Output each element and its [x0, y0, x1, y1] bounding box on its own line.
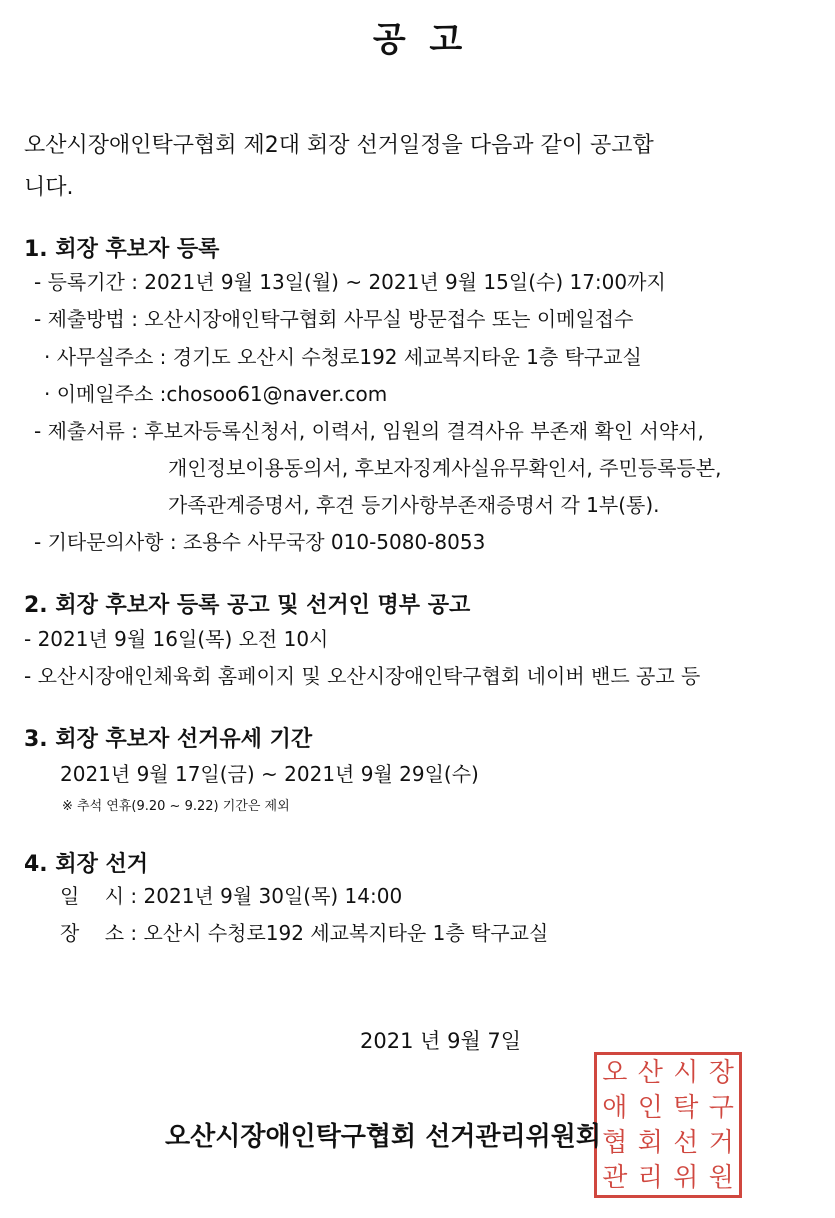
section3-heading: 3. 회장 후보자 선거유세 기간	[24, 727, 313, 752]
documents-line-3: 가족관계증명서, 후견 등기사항부존재증명서 각 1부(통).	[168, 493, 660, 517]
intro-line-2: 니다.	[24, 175, 74, 200]
email-address: · 이메일주소 :chosoo61@naver.com	[44, 382, 388, 406]
election-datetime: 일 시 : 2021년 9월 30일(목) 14:00	[60, 884, 403, 908]
issuer-name: 오산시장애인탁구협회 선거관리위원회	[165, 1122, 602, 1152]
documents-line-2: 개인정보이용동의서, 후보자징계사실유무확인서, 주민등록등본,	[168, 456, 722, 480]
holiday-note: ※ 추석 연휴(9.20 ~ 9.22) 기간은 제외	[62, 799, 290, 814]
registration-period: - 등록기간 : 2021년 9월 13일(월) ~ 2021년 9월 15일(수) 17:00까지	[34, 270, 666, 294]
section2-heading: 2. 회장 후보자 등록 공고 및 선거인 명부 공고	[24, 593, 471, 618]
submission-method: - 제출방법 : 오산시장애인탁구협회 사무실 방문접수 또는 이메일접수	[34, 307, 634, 331]
campaign-period: 2021년 9월 17일(금) ~ 2021년 9월 29일(수)	[60, 762, 479, 786]
documents-line-1: - 제출서류 : 후보자등록신청서, 이력서, 임원의 결격사유 부존재 확인 서약서,	[34, 419, 704, 443]
announcement-date: - 2021년 9월 16일(목) 오전 10시	[24, 627, 329, 651]
section4-heading: 4. 회장 선거	[24, 852, 148, 877]
section1-heading: 1. 회장 후보자 등록	[24, 237, 220, 262]
intro-line-1: 오산시장애인탁구협회 제2대 회장 선거일정을 다음과 같이 공고합	[24, 133, 654, 158]
announcement-where: - 오산시장애인체육회 홈페이지 및 오산시장애인탁구협회 네이버 밴드 공고 등	[24, 664, 701, 688]
office-address: · 사무실주소 : 경기도 오산시 수청로192 세교복지타운 1층 탁구교실	[44, 345, 642, 369]
official-seal: 오 산 시 장 애 인 탁 구 협 회 선 거 관 리 위 원	[594, 1052, 742, 1198]
election-place: 장 소 : 오산시 수청로192 세교복지타운 1층 탁구교실	[60, 921, 549, 945]
notice-date: 2021 년 9월 7일	[360, 1029, 522, 1053]
inquiry-contact: - 기타문의사항 : 조용수 사무국장 010-5080-8053	[34, 530, 486, 554]
page-title: 공 고	[372, 20, 463, 60]
